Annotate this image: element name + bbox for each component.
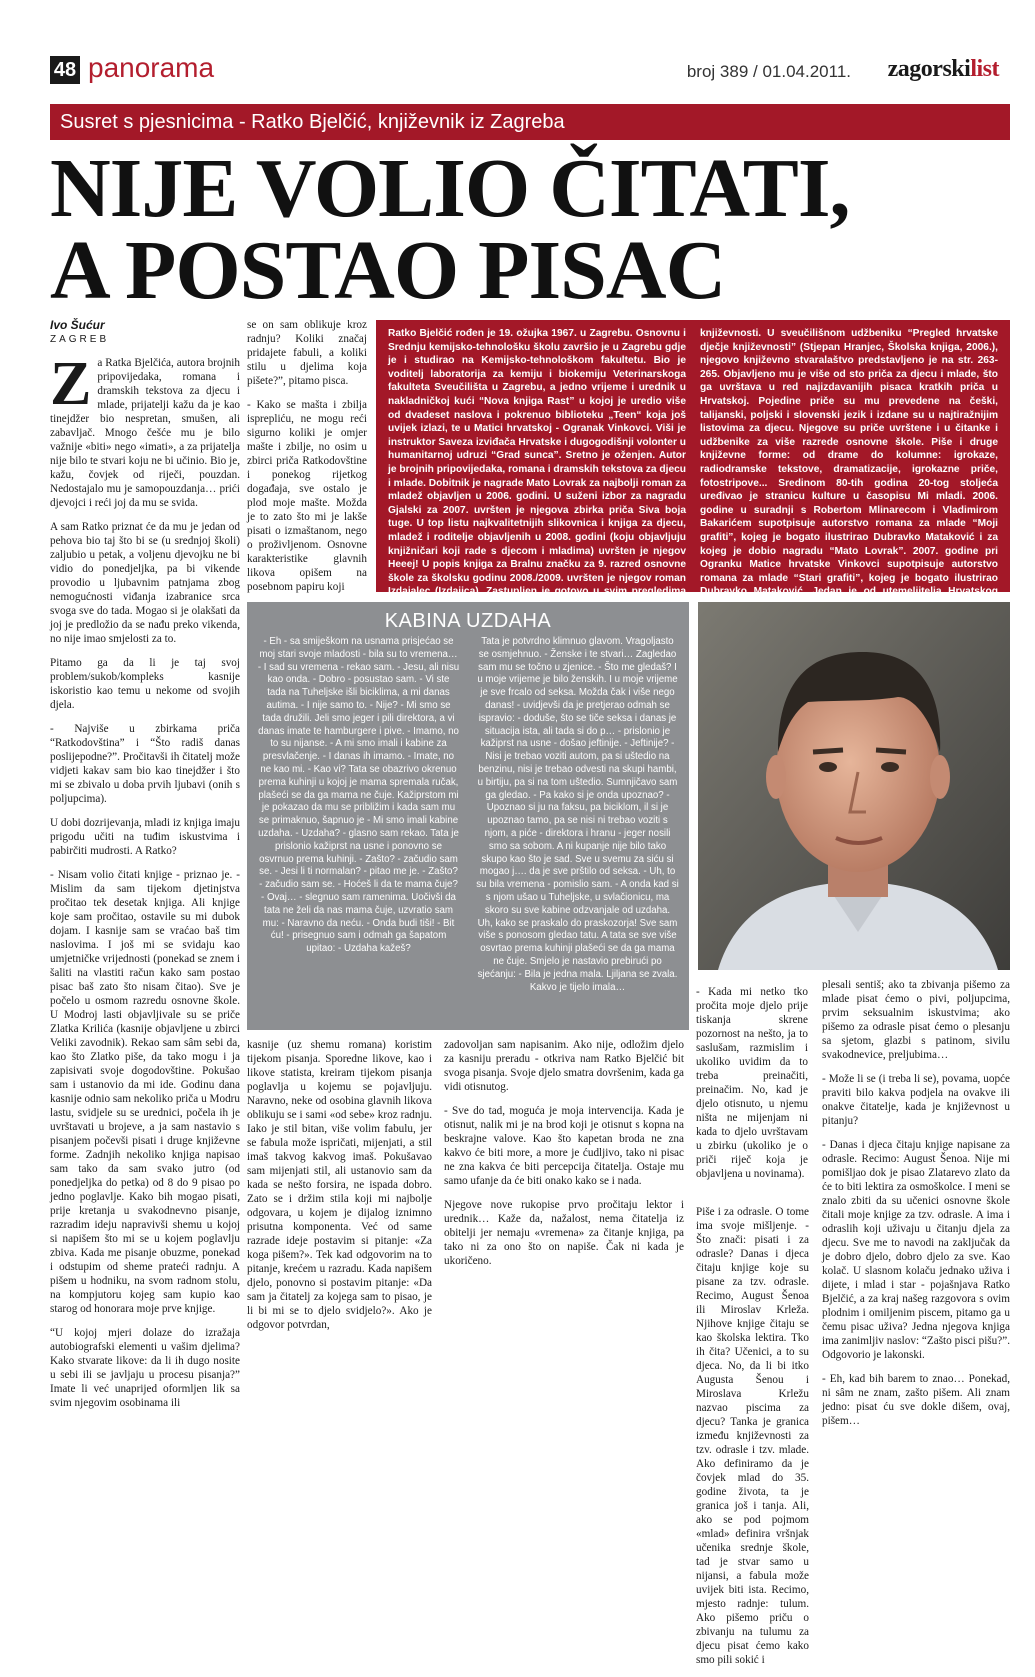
logo-accent: list [970,56,999,82]
drop-cap: Z [50,350,92,418]
paragraph: zadovoljan sam napisanim. Ako nije, odložim djelo za kasniju preradu - otkriva nam Ratko Bjelčić bit svoga pisanja. Svoje djelo smatra dovršenim, kada ga vidi otisnutog. [444,1039,684,1093]
paragraph: - Danas i djeca čitaju knjige napisane za odrasle. Recimo: August Šenoa. Nije mi pomišljao dok je pisao Zlatarevo zlato da će to biti lektira za osmoškolce. I meni se znalo zbiti da su učenici osnovne škole čitali moje knjige za tzv. odrasle. A ima i odraslih koji uživaju u čitanju djela za djecu. Sve me to navodi na zaključak da je dobro djelo, dobro djelo za sve. Kao kolač. U slasnom kolaču jednako uživa i dijete, i mlad i star - pojašnjava Ratko Bjelčić, a za kraj našeg razgovora s ovim plodnim i omiljenim piscem, pitamo ga u čemu pisac uživa? Jedna njegova knjiga ima zanimljiv naslov: “Zašto pisci pišu?”. Odgovorio je lakonski. [822,1139,1010,1361]
paragraph: U dobi dozrijevanja, mladi iz knjiga imaju prigodu učiti na tuđim iskustvima i pabirčiti mudrosti. A Ratko? [50,817,240,857]
dateline-city: ZAGREB [50,334,110,345]
paragraph: Piše i za odrasle. O tome ima svoje mišljenje. - Što znači: pisati i za odrasle? Danas i djeca čitaju knjige koje su pisane za tzv. odrasle. Recimo, August Šenoa ili Miroslav Krleža. Njihove knjige čitaju se kao školska lektira. Tko ih čita? Učenici, a to su djeca. No, da li bi itko Augusta Šenou i Miroslava Krležu nazvao piscima za djecu? Tanka je granica između književnosti za tzv. odrasle i tzv. mlade. Ako definiramo da je čovjek mlad do 35. godine života, ta je granica još i tanja. Ali, ako se pod pojmom «mlad» definira vršnjak učenika srednje škole, tad je stvar samo u nijansi, a fabula može uvijek biti ista. Recimo, mjesto radnje: tulum. Ako pišemo priču o zbivanju na tulumu za djecu pisat ćemo kako smo pili sokić i [696,1206,809,1666]
bio-text-left: Ratko Bjelčić rođen je 19. ožujka 1967. u Zagrebu. Osnovnu i Srednju kemijsko-tehnološku školu završio je u Zagrebu gdje je i studirao na Kemijsko-tehnološkom fakultetu. Bio je voditelj laboratorija za kemiju i biokemiju Veterinarskoga fakulteta Sveučilišta u Zagrebu, a jedno vrijeme i urednik u nakladničkoj kući “Nova knjiga Rast” u kojoj je uredio više od dvadeset naslova i pokrenuo biblioteku „Teen“ koja još uvijek izlazi, te u Matici hrvatskoj - Ogranak Vinkovci. Viši je instruktor Saveza izviđača Hrvatske i dugogodišnji volonter u humanitarnoj udruzi “Grad sunca”. Sretno je oženjen. Autor je brojnih pripovijedaka, romana i dramskih tekstova za djecu i mlade. Dobitnik je nagrade Mato Lovrak za najbolji roman za mladež objavljen u 2006. godini. U suženi izbor za nagradu Gjalski za 2007. uvršten je njegova zbirka priča Siva boja tuge. U top listu najkvalitetnijih slikovnica i knjiga za djecu, mladež i roditelje objavljenih u 2008. godini (koju objavljuju knjižničari koji rade s djecom i mladima) uvršten je njegov Heeej! U popis knjiga za Bralnu značku za 9. razred osnovne škole za školsku godinu 2008./2009. uvršten je njegov roman Izdajalec (Izdajica). Zastupljen je gotovo u svim pregledima [388,328,686,598]
paragraph: A sam Ratko priznat će da mu je jedan od pehova bio taj što bi se (u srednjoj školi) zaljubio u petak, a voljenu djevojku ne bi vidio do ponedjeljka, pa bi vikende provodio u ljubavnim patnjama zbog nemogućnosti viđanja izabranice srca svoga sve do tada. Mogao si je olakšati da joj je predložio da se nađu preko vikenda, no nije imao smjelosti za to. [50,521,240,645]
page-number: 48 [50,56,80,84]
paragraph: Pitamo ga da li je taj svoj problem/sukob/kompleks kasnije iskoristio kao temu u nekome od svojih djela. [50,657,240,711]
paragraph: - Nisam volio čitati knjige - priznao je. - Mislim da sam tijekom djetinjstva pročitao tek desetak knjiga. Ali knjige koje sam pročitao, ostavile su mi dubok dojam. I kasnije sam se vraćao baš tim naslovima. I još mi se svidaju kao umjetničke vrijednosti (ponekad se znem i šaliti na vlastiti račun kako sam postao pisac baš zato što nisam čitao). Sve je počelo u osmom razredu osnovne škole. U Modroj lasti objavljivale su se priče Zlatka Krilića (kasnije objavljene u zbirci Veliki zavodnik). Rekao sam sâm sebi da, kao što Zlatko piše, da tako mogu i ja zapisivati svoje dogodovštine. Pokušao sam i ustanovio da mi ide. Godinu dana kasnije odnio sam nekoliko priča u Modru lastu, svidjele su se urednici, počela ih je uvrštavati u brojeve, a ja sam nastavio s pisanjem počevši pisati i druge književne forme. Zadnjih nekoliko knjiga napisao sam tako da sam svako jutro (od ponedjeljka do petka) od 8 do 9 pisao po jedno poglavlje. Kako bih mogao pisati, prije kretanja u svakodnevno pisanje, razradim ideju napravivši shemu u kojoj si napišem što mi se u kojem poglavlju zbiva. Kada me pisanje obuzme, ponekad i odstupim od sheme prateći radnju. A pišem u hodniku, na svom radnom stolu, na kompjutoru kojeg sam kupio kao starog od honorara moje prve knjige. [50,869,240,1315]
paragraph: kasnije (uz shemu romana) koristim tijekom pisanja. Sporedne likove, kao i likove statista, kreiram tijekom pisanja poglavlja u kojemu se pojavljuju. Naravno, neke od osobina glavnih likova oblikuju se i sami «od sebe» kroz radnju. Iako je stil bitan, više volim fabulu, jer se fabula može ispričati, mijenjati, a stil imaš takvog kakvog imaš. Pokušavao sam mijenjati stil, ali ustanovio sam da kada se nešto forsira, ne ispada dobro. Zato se i držim stila koji mi najbolje odgovara, u kojem je dijalog iznimno prisutna komponenta. Već od same razrade ideje postavim si pitanje: «Za koga pišem?». Tek kad odgovorim na to pitanje, krećem u razradu. Kada napišem djelo, ponovno si postavim pitanje: «Da sam ja čitatelj za kojega sam to pisao, je li bi mi se to djelo svidjelo?». Ako je odgovor potvrdan, [247,1039,432,1331]
paragraph: plesali sentiš; ako ta zbivanja pišemo za mlade pisat ćemo o pivi, poljupcima, prvim seksualnim iskustvima; ako pišemo za odrasle pisat ćemo o plesanju sa sjetom, glazbi s patinom, sivilu svakodnevice, preljubima… [822,979,1010,1061]
article-column-2 [247,318,367,604]
paragraph: a Ratka Bjelčića, autora brojnih pripovijedaka, romana i dramskih tekstova za djecu i mlade, prijatelji kažu da je kao tinejdžer bio nespretan, smušen, ali zabavljač. Mnogo češće mu je bilo važnije «biti» nego «imati», a za prijatelja nije bilo te stvari koju ne bi učinio. Bio je, kažu, čovjek od riječi, pouzdan. Nedostajalo mu je samopouzdanja… prići djevojci i reći joj da mu se svida. [50,357,240,509]
portrait-illustration [698,602,1010,970]
story-box-kabina-uzdaha [247,602,689,1030]
section-title: panorama [88,52,215,83]
story-box-text-right: Tata je potvrdno klimnuo glavom. Vragoljasto se osmjehnuo. - Ženske i te stvari… Zagledao sam mu se točno u zjenice. - Što me gledaš? I u moje vrijeme je bilo ženskih. I u moje vrijeme je sve frcalo od seksa. Možda čak i više nego danas! - uvidjevši da je pretjerao odmah se ispravio: - doduše, što se tiče seksa i danas je situacija ista, ali tada si do p… - prislonio je kažiprst na usne - došao jeftinije. - Jeftinije? - Nisi je trebao voziti autom, pa si uštedio na benzinu, nisi je trebao odvesti na skupi hambi, u birtiju, pa si na tom uštedio. Sumnjičavo sam ga gledao. - Pa kako si je onda upoznao? - Upoznao si ju na faksu, pa biciklom, il si je upoznao tamo, pa se nisi ni trebao voziti s njom, a piće - direktora i hranu - jeger nosili smo sa sobom. A ni kupanje nije bilo tako skupo kao što je sad. Sve u svemu za siću si mogao j…. da je sve prštilo od seksa. - Uh, to su bila vremena - pomislio sam. - A onda kad si s njom ušao u Tuheljske, u svlačionicu, ma skoro su sve kabine odzvanjale od uzdaha. Uh, kako se praskalo do praskozorja! Sve sam više s ponosom gledao tatu. A tata se sve više osvrtao prema kuhinji plašeći se da ga mama ne čuje. Smjelo je nastavio prebirući po sjećanju: - Bila je jedna mala. Ljiljana se zvala. Kakvo je tijelo imala… [476,636,679,993]
paragraph: - Kako se mašta i zbilja isprepliću, ne mogu reći sigurno koliki je omjer mašte i zbilje, no osim u zbirci priča Ratkodovštine i ponekog rijetkog događaja, sve ostalo je plod moje mašte. Možda je to zato što mi je lakše pisati o izmaštanom, nego o proživljenom. Osnovne karakteristike glavnih likova opišem na posebnom papiru koji [247,399,367,593]
headline-line-1: NIJE VOLIO ČITATI, [50,142,850,235]
story-box-title: KABINA UZDAHA [384,610,552,632]
headline-line-2: A POSTAO PISAC [50,224,726,317]
paragraph: - Kada mi netko tko pročita moje djelo prije tiskanja skrene pozornost na nešto, ja to saslušam, razmislim i ukoliko uvidim da to treba preinačiti, preinačim. No, kad je djelo otisnuto, u njemu ništa ne mijenjam ni kada to djelo uvrštavam u zbirku (ukoliko je o priči riječ koja je objavljena u novinama). [696,986,808,1180]
headline [50,142,1010,317]
paragraph: - Sve do tad, moguća je moja intervencija. Kada je otisnut, nalik mi je na brod koji je otisnut s kopna na beskrajne valove. Kao što kapetan broda ne zna kakvo će biti more, a more je ćudljivo, tako ni pisac ne zna kakva će biti percepcija čitatelja. Ostaje mu samo ufanje da će biti onako kako se i nada. [444,1105,684,1187]
byline [50,318,240,345]
article-column-6 [822,978,1010,1438]
article-column-3 [247,1038,432,1342]
article-column-1 [50,350,240,1420]
article-column-4 [444,1038,684,1278]
author-portrait-photo [698,602,1010,970]
paragraph: - Najviše u zbirkama priča “Ratkodovština” i “Što radiš danas poslijepodne?”. Pročitavši ih čitatelj može vidjeti kakav sam bio kao tinejdžer i što mi se zbivalo u doba prvih ljubavi (onih s poljupcima). [50,723,240,805]
article-column-5 [696,985,808,1191]
logo-main: zagorski [887,56,971,82]
paragraph: - Eh, kad bih barem to znao… Ponekad, ni sâm ne znam, zašto pišem. Ali znam jedno: pisat ću sve dokle dišem, ovaj, pišem… [822,1373,1010,1427]
paragraph: se on sam oblikuje kroz radnju? Koliki značaj pridajete fabuli, a koliki stilu u djelima koja pišete?”, pitamo pisca. [247,319,367,387]
bio-text-right: književnosti. U sveučilišnom udžbeniku “Pregled hrvatske dječje književnosti” (Stjepan Hranjec, Školska knjiga, 2006.), njegovo književno stvaralaštvo predstavljeno je na str. 263-265. Objavljeno mu je više od sto priča za djecu i mlade, što ga uvrštava u red najizdavanijih pisaca kratkih priča u Hrvatskoj. Pojedine priče su mu prevedene na češki, talijanski, poljski i slovenski jezik i izdane su u najtiražnijim listovima za djecu. Njegove su priče uvrštene i u čitanke i udžbenike za više razrede osnovne škole. Piše i druge književne forme: od drame do kolumne: igrokaze, radiodramske tekstove, dramatizacije, igrokazne priče, fotostripove... Sredinom 80-tih godina 20-tog stoljeća uređivao je stranicu kulture u časopisu Mi mladi. 2006. godine u suradnji s Robertom Mlinarecom i Vladimirom Bakarićem supotpisuje autorstvo romana za mlade “Moji grafiti”, kojeg je bogato ilustrirao Dubravko Mataković i za kojeg je dobio nagradu “Mato Lovrak”. 2007. godine pri Ogranku Matice hrvatske Vinkovci supotpisuje autorstvo romana za mlade “Stari grafiti”, kojeg je bogato ilustrirao Dubravko Mataković. Jedan je od utemeljitelja Hrvatskog [700,328,998,598]
bio-box [376,320,1010,598]
story-box-text-left: - Eh - sa smiješkom na usnama prisjećao se moj stari svoje mladosti - bila su to vremena… - I sad su vremena - rekao sam. - Jesu, ali nisu kao onda. - Dobro - posustao sam. - Vi ste tada na Tuheljske išli biciklima, a mi danas autima. - I nije samo to. - Nije? - Mi smo se tada družili. Jeli smo jeger i pili direktora, a vi danas imate te hamburgere i pive. - Imamo, no to su nijanse. - A mi smo imali i kabine za presvlačenje. - I danas ih imamo. - Imate, no ne kao mi. - Kao vi? Tata se obazrivo okrenuo prema kuhinji u kojoj je mama spremala ručak, plašeći se da ga mama ne čuje. Kažiprstom mi je pokazao da mu se približim i kada sam mu se primaknuo, šapnuo je - Mi smo imali kabine uzdaha. - Uzdaha? - glasno sam rekao. Tata je prislonio kažiprst na usne i ponovno se osvrnuo prema kuhinji. - Zašto? - začudio sam se. - Jesi li ti normalan? - pitao me je. - Zašto? - začudio sam se. - Hoćeš li da te mama čuje? - Ovaj… - slegnuo sam ramenima. Uočivši da tata ne želi da nas mama čuje, uzvratio sam mu: - Naravno da neću. - Onda budi tiši! - Bit ću! - prisegnuo sam i odmah ga šapatom upitao: - Uzdaha kažeš? [257,636,460,955]
paragraph: Njegove nove rukopise prvo pročitaju lektor i urednik… Kaže da, nažalost, nema čitatelja iz obitelji jer nemaju «vremena» za čitanje knjiga, pa tako ni za ono što on napiše. Čak ni kada je ukoričeno. [444,1199,684,1267]
article-column-5b [696,1205,809,1677]
newspaper-logo [888,56,999,83]
author-name: Ivo Šućur [50,318,105,332]
kicker-banner: Susret s pjesnicima - Ratko Bjelčić, književnik iz Zagreba [50,104,1010,140]
paragraph: “U kojoj mjeri dolaze do izražaja autobiografski elementi u vašim djelima? Kako stvarate likove: da li ih dugo nosite u sebi ili se javljaju u procesu pisanja?” Imate li već unaprijed oformljen lik sa svim njegovim osobinama ili [50,1327,240,1409]
issue-info: broj 389 / 01.04.2011. [686,62,851,81]
paragraph: - Može li se (i treba li se), povama, uopće praviti bilo kakva podjela na ovakve ili onakve čitatelje, kada je književnost u pitanju? [822,1073,1010,1127]
